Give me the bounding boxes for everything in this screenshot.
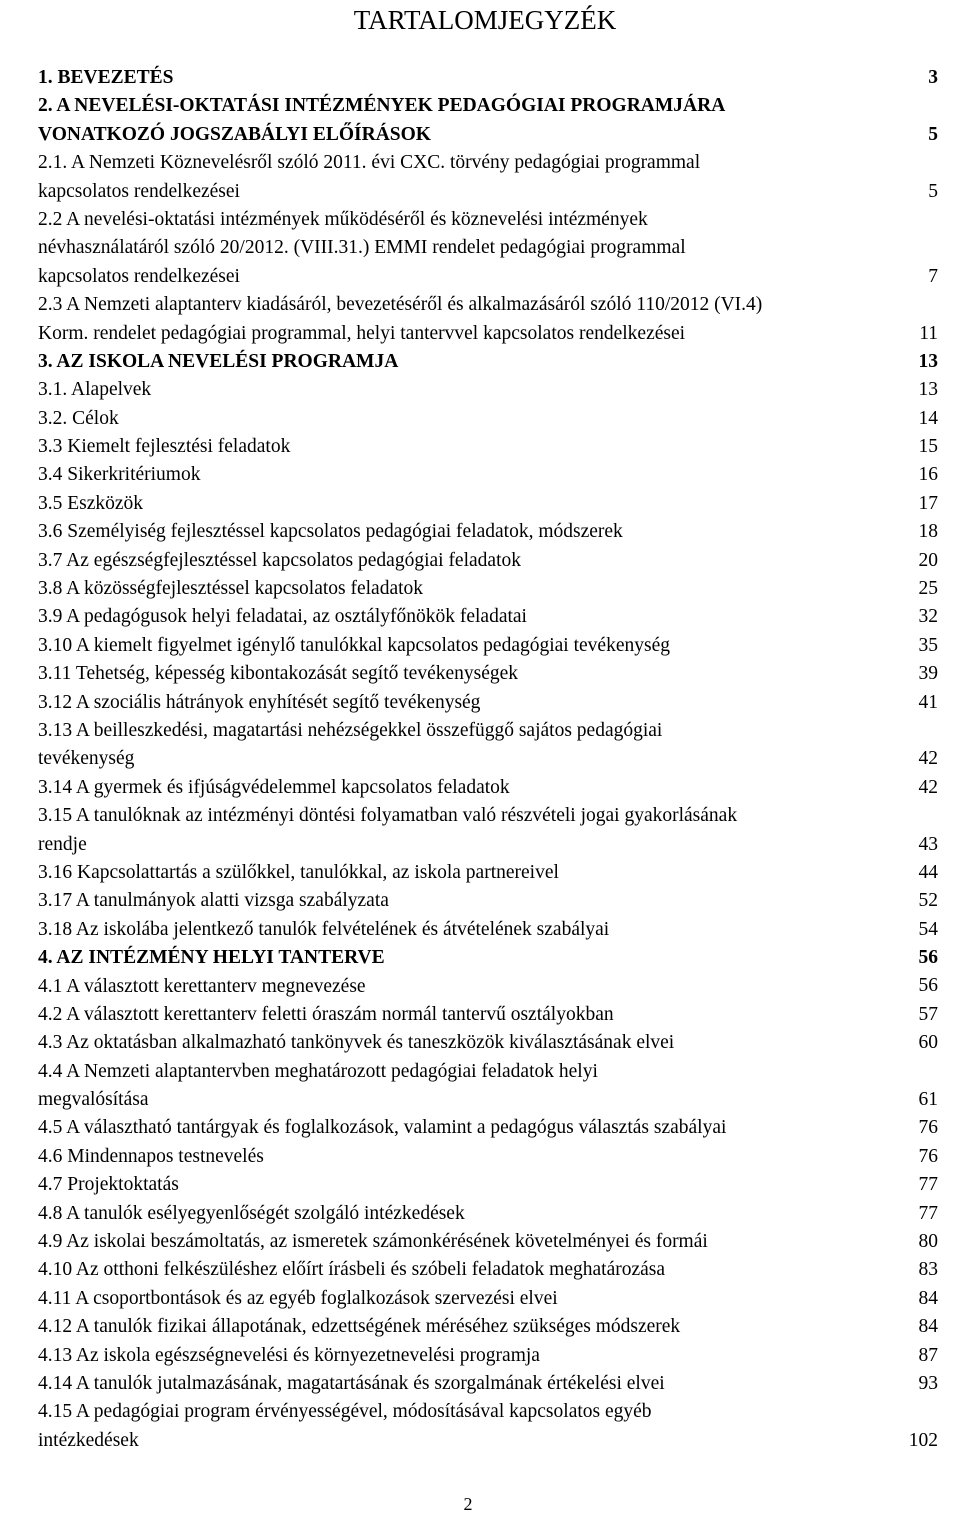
toc-entry[interactable] xyxy=(38,774,938,802)
toc-entry-title xyxy=(38,859,938,887)
toc-entry-line: Korm. rendelet pedagógiai programmal, helyi tantervvel kapcsolatos rendelkezései xyxy=(38,322,686,344)
toc-entry-line: 3.14 A gyermek és ifjúságvédelemmel kapcsolatos feladatok xyxy=(38,776,510,798)
toc-entry-line: VONATKOZÓ JOGSZABÁLYI ELŐÍRÁSOK xyxy=(38,123,431,145)
table-of-contents xyxy=(38,64,938,1455)
toc-entry-title xyxy=(38,1143,938,1171)
toc-entry-line: 4.7 Projektoktatás xyxy=(38,1174,179,1196)
toc-entry[interactable] xyxy=(38,575,938,603)
toc-entry-line: 2.2 A nevelési-oktatási intézmények működéséről és köznevelési intézmények xyxy=(38,208,648,230)
toc-entry-page: 56 xyxy=(918,975,938,997)
toc-entry-line: 4.3 Az oktatásban alkalmazható tankönyvek és taneszközök kiválasztásának elvei xyxy=(38,1032,675,1054)
toc-entry-page: 57 xyxy=(918,1003,938,1025)
toc-entry-page: 56 xyxy=(918,947,938,969)
toc-entry-page: 7 xyxy=(928,265,938,287)
toc-entry-line: 4.10 Az otthoni felkészüléshez előírt írásbeli és szóbeli feladatok meghatározása xyxy=(38,1259,666,1281)
toc-entry-page: 83 xyxy=(918,1259,938,1281)
toc-entry[interactable] xyxy=(38,1114,938,1142)
toc-entry-page: 84 xyxy=(918,1287,938,1309)
toc-entry-page: 15 xyxy=(918,436,938,458)
toc-entry-title xyxy=(38,802,938,859)
toc-entry-title xyxy=(38,689,938,717)
toc-entry-page: 11 xyxy=(919,322,938,344)
toc-entry-title xyxy=(38,149,938,206)
toc-entry-line: tevékenység xyxy=(38,748,135,770)
toc-entry[interactable] xyxy=(38,1313,938,1341)
toc-entry[interactable] xyxy=(38,603,938,631)
toc-entry-page: 77 xyxy=(918,1174,938,1196)
toc-entry-line: 3.17 A tanulmányok alatti vizsga szabályzata xyxy=(38,890,389,912)
toc-entry-page: 16 xyxy=(918,464,938,486)
toc-entry[interactable] xyxy=(38,461,938,489)
toc-entry-line: névhasználatáról szóló 20/2012. (VIII.31.) EMMI rendelet pedagógiai programmal xyxy=(38,237,686,259)
toc-entry-line: intézkedések xyxy=(38,1429,139,1451)
toc-entry-title xyxy=(38,1256,938,1284)
toc-entry-line: 3.4 Sikerkritériumok xyxy=(38,464,201,486)
toc-entry-title xyxy=(38,916,938,944)
toc-entry-title xyxy=(38,973,938,1001)
toc-entry-title xyxy=(38,1228,938,1256)
toc-entry[interactable] xyxy=(38,660,938,688)
toc-entry-page: 77 xyxy=(918,1202,938,1224)
toc-entry-title xyxy=(38,887,938,915)
toc-entry-line: 3.13 A beilleszkedési, magatartási nehézségekkel összefüggő sajátos pedagógiai xyxy=(38,719,663,741)
toc-entry[interactable] xyxy=(38,632,938,660)
toc-entry-line: 3.7 Az egészségfejlesztéssel kapcsolatos pedagógiai feladatok xyxy=(38,549,521,571)
toc-entry-page: 14 xyxy=(918,407,938,429)
toc-entry-page: 13 xyxy=(918,379,938,401)
toc-entry-line: 3.5 Eszközök xyxy=(38,492,144,514)
toc-entry[interactable] xyxy=(38,1029,938,1057)
toc-entry[interactable] xyxy=(38,1143,938,1171)
toc-entry-line: 4.13 Az iskola egészségnevelési és környezetnevelési programja xyxy=(38,1344,540,1366)
toc-entry-title xyxy=(38,92,938,149)
toc-entry-title xyxy=(38,717,938,774)
toc-entry[interactable] xyxy=(38,149,938,206)
toc-entry-line: 4.1 A választott kerettanterv megnevezése xyxy=(38,975,366,997)
toc-entry-page: 84 xyxy=(918,1316,938,1338)
toc-entry-title xyxy=(38,575,938,603)
toc-entry-page: 39 xyxy=(918,663,938,685)
toc-entry-line: rendje xyxy=(38,833,87,855)
toc-entry-title xyxy=(38,1285,938,1313)
toc-entry-title xyxy=(38,1342,938,1370)
toc-entry[interactable] xyxy=(38,547,938,575)
toc-entry-title xyxy=(38,774,938,802)
toc-entry-page: 80 xyxy=(918,1231,938,1252)
toc-entry-title xyxy=(38,1370,938,1398)
toc-entry[interactable] xyxy=(38,405,938,433)
toc-entry-line: megvalósítása xyxy=(38,1089,149,1111)
toc-entry-page: 43 xyxy=(918,833,938,855)
toc-entry-line: 4.6 Mindennapos testnevelés xyxy=(38,1145,264,1167)
toc-entry-page: 41 xyxy=(918,691,938,713)
toc-entry[interactable] xyxy=(38,1342,938,1370)
toc-entry-line: 3.18 Az iskolába jelentkező tanulók felvételének és átvételének szabályai xyxy=(38,918,610,940)
toc-entry-line: 3.3 Kiemelt fejlesztési feladatok xyxy=(38,436,291,458)
toc-entry[interactable] xyxy=(38,348,938,376)
toc-entry-page: 52 xyxy=(918,890,938,912)
toc-entry[interactable] xyxy=(38,859,938,887)
toc-entry-title xyxy=(38,1029,938,1057)
toc-entry-page: 61 xyxy=(918,1089,938,1111)
toc-entry-page: 93 xyxy=(918,1372,938,1394)
toc-entry-line: 3.10 A kiemelt figyelmet igénylő tanulókkal kapcsolatos pedagógiai tevékenység xyxy=(38,634,670,656)
toc-entry[interactable] xyxy=(38,1256,938,1284)
toc-entry-page: 32 xyxy=(918,606,938,628)
toc-entry-line: 3.11 Tehetség, képesség kibontakozását segítő tevékenységek xyxy=(38,663,519,685)
toc-entry-page: 42 xyxy=(918,776,938,798)
toc-entry-page: 87 xyxy=(918,1344,938,1366)
toc-entry-title xyxy=(38,405,938,433)
toc-entry-line: 3.9 A pedagógusok helyi feladatai, az osztályfőnökök feladatai xyxy=(38,606,527,628)
toc-entry[interactable] xyxy=(38,1200,938,1228)
toc-entry-page: 5 xyxy=(928,180,938,202)
toc-entry-title xyxy=(38,1058,938,1115)
toc-entry-title xyxy=(38,1114,938,1142)
toc-entry-page: 44 xyxy=(918,861,938,883)
toc-entry[interactable] xyxy=(38,887,938,915)
toc-entry[interactable] xyxy=(38,206,938,291)
toc-entry-line: 4.8 A tanulók esélyegyenlőségét szolgáló intézkedések xyxy=(38,1202,465,1224)
toc-entry[interactable] xyxy=(38,1370,938,1398)
toc-entry[interactable] xyxy=(38,92,938,149)
toc-entry-page: 13 xyxy=(918,350,938,372)
toc-entry-line: 2.1. A Nemzeti Köznevelésről szóló 2011. évi CXC. törvény pedagógiai programmal xyxy=(38,152,701,174)
toc-entry[interactable] xyxy=(38,1228,938,1256)
toc-entry-title xyxy=(38,490,938,518)
toc-entry-line: 1. BEVEZETÉS xyxy=(38,67,174,88)
toc-entry-line: 3.6 Személyiség fejlesztéssel kapcsolatos pedagógiai feladatok, módszerek xyxy=(38,521,623,543)
toc-entry-title xyxy=(38,603,938,631)
toc-entry-line: 4.14 A tanulók jutalmazásának, magatartásának és szorgalmának értékelési elvei xyxy=(38,1372,665,1394)
toc-entry[interactable] xyxy=(38,973,938,1001)
toc-entry-title xyxy=(38,944,938,972)
toc-entry-title xyxy=(38,660,938,688)
toc-entry-page: 35 xyxy=(918,634,938,656)
toc-entry-line: 2. A NEVELÉSI-OKTATÁSI INTÉZMÉNYEK PEDAGÓGIAI PROGRAMJÁRA xyxy=(38,95,726,117)
toc-entry-line: 3. AZ ISKOLA NEVELÉSI PROGRAMJA xyxy=(38,350,399,372)
toc-entry-line: 3.16 Kapcsolattartás a szülőkkel, tanulókkal, az iskola partnereivel xyxy=(38,861,559,883)
toc-entry-page: 54 xyxy=(918,918,938,940)
toc-entry-title xyxy=(38,291,938,348)
toc-entry-line: 4.12 A tanulók fizikai állapotának, edzettségének méréséhez szükséges módszerek xyxy=(38,1316,681,1338)
toc-entry[interactable] xyxy=(38,689,938,717)
toc-entry-title xyxy=(38,1001,938,1029)
toc-entry-line: 4.5 A választható tantárgyak és foglalkozások, valamint a pedagógus választás szabályai xyxy=(38,1117,727,1139)
toc-entry-title xyxy=(38,1171,938,1199)
toc-entry[interactable] xyxy=(38,717,938,774)
toc-entry[interactable] xyxy=(38,944,938,972)
toc-entry-line: kapcsolatos rendelkezései xyxy=(38,180,240,202)
page-title: TARTALOMJEGYZÉK xyxy=(353,5,617,35)
toc-entry-line: 4.2 A választott kerettanterv feletti óraszám normál tantervű osztályokban xyxy=(38,1003,614,1025)
toc-entry-page: 5 xyxy=(928,123,938,145)
toc-entry-line: 4.11 A csoportbontások és az egyéb foglalkozások szervezési elvei xyxy=(38,1287,558,1309)
toc-entry-title xyxy=(38,461,938,489)
toc-entry-title xyxy=(38,206,938,291)
toc-entry-line: 3.2. Célok xyxy=(38,407,119,429)
toc-entry-page: 17 xyxy=(918,492,938,514)
toc-entry-page: 102 xyxy=(908,1429,938,1451)
toc-entry-title xyxy=(38,1398,938,1455)
toc-entry-page: 20 xyxy=(918,549,938,571)
toc-entry-title xyxy=(38,547,938,575)
toc-entry-title xyxy=(38,376,938,404)
toc-entry-title xyxy=(38,433,938,461)
toc-entry[interactable] xyxy=(38,1171,938,1199)
toc-entry-line: 3.12 A szociális hátrányok enyhítését segítő tevékenység xyxy=(38,691,481,713)
toc-entry-line: 4.4 A Nemzeti alaptantervben meghatározott pedagógiai feladatok helyi xyxy=(38,1060,598,1082)
toc-entry[interactable] xyxy=(38,490,938,518)
toc-entry-line: 4.15 A pedagógiai program érvényességével, módosításával kapcsolatos egyéb xyxy=(38,1401,652,1423)
toc-entry-title xyxy=(38,632,938,660)
toc-entry-page: 60 xyxy=(918,1032,938,1054)
toc-entry-line: 4.9 Az iskolai beszámoltatás, az ismeretek számonkérésének követelményei és formái xyxy=(38,1231,708,1253)
toc-entry[interactable] xyxy=(38,433,938,461)
toc-entry[interactable] xyxy=(38,802,938,859)
toc-entry-title xyxy=(38,1200,938,1228)
toc-entry[interactable] xyxy=(38,64,938,92)
toc-entry-line: 4. AZ INTÉZMÉNY HELYI TANTERVE xyxy=(38,947,385,969)
toc-entry-page: 76 xyxy=(918,1145,938,1167)
toc-entry[interactable] xyxy=(38,1285,938,1313)
toc-entry-page: 18 xyxy=(918,521,938,543)
toc-entry[interactable] xyxy=(38,1058,938,1115)
toc-entry-title xyxy=(38,64,938,92)
toc-entry[interactable] xyxy=(38,916,938,944)
toc-entry-title xyxy=(38,1313,938,1341)
toc-entry-line: kapcsolatos rendelkezései xyxy=(38,265,240,287)
toc-entry[interactable] xyxy=(38,376,938,404)
toc-entry[interactable] xyxy=(38,291,938,348)
toc-entry-title xyxy=(38,518,938,546)
toc-entry-line: 2.3 A Nemzeti alaptanterv kiadásáról, bevezetéséről és alkalmazásáról szóló 110/2012 (VI.4) xyxy=(38,294,763,316)
toc-entry[interactable] xyxy=(38,518,938,546)
toc-entry-page: 76 xyxy=(918,1117,938,1139)
toc-entry-page: 3 xyxy=(928,66,938,88)
toc-entry[interactable] xyxy=(38,1001,938,1029)
toc-entry-line: 3.8 A közösségfejlesztéssel kapcsolatos feladatok xyxy=(38,578,424,600)
toc-entry-page: 25 xyxy=(918,578,938,600)
toc-entry[interactable] xyxy=(38,1398,938,1455)
page-number: 2 xyxy=(463,1494,473,1514)
toc-entry-title xyxy=(38,348,938,376)
toc-entry-line: 3.1. Alapelvek xyxy=(38,379,152,401)
toc-entry-page: 42 xyxy=(918,748,938,770)
toc-entry-line: 3.15 A tanulóknak az intézményi döntési folyamatban való részvételi jogai gyakorlásának xyxy=(38,805,738,827)
